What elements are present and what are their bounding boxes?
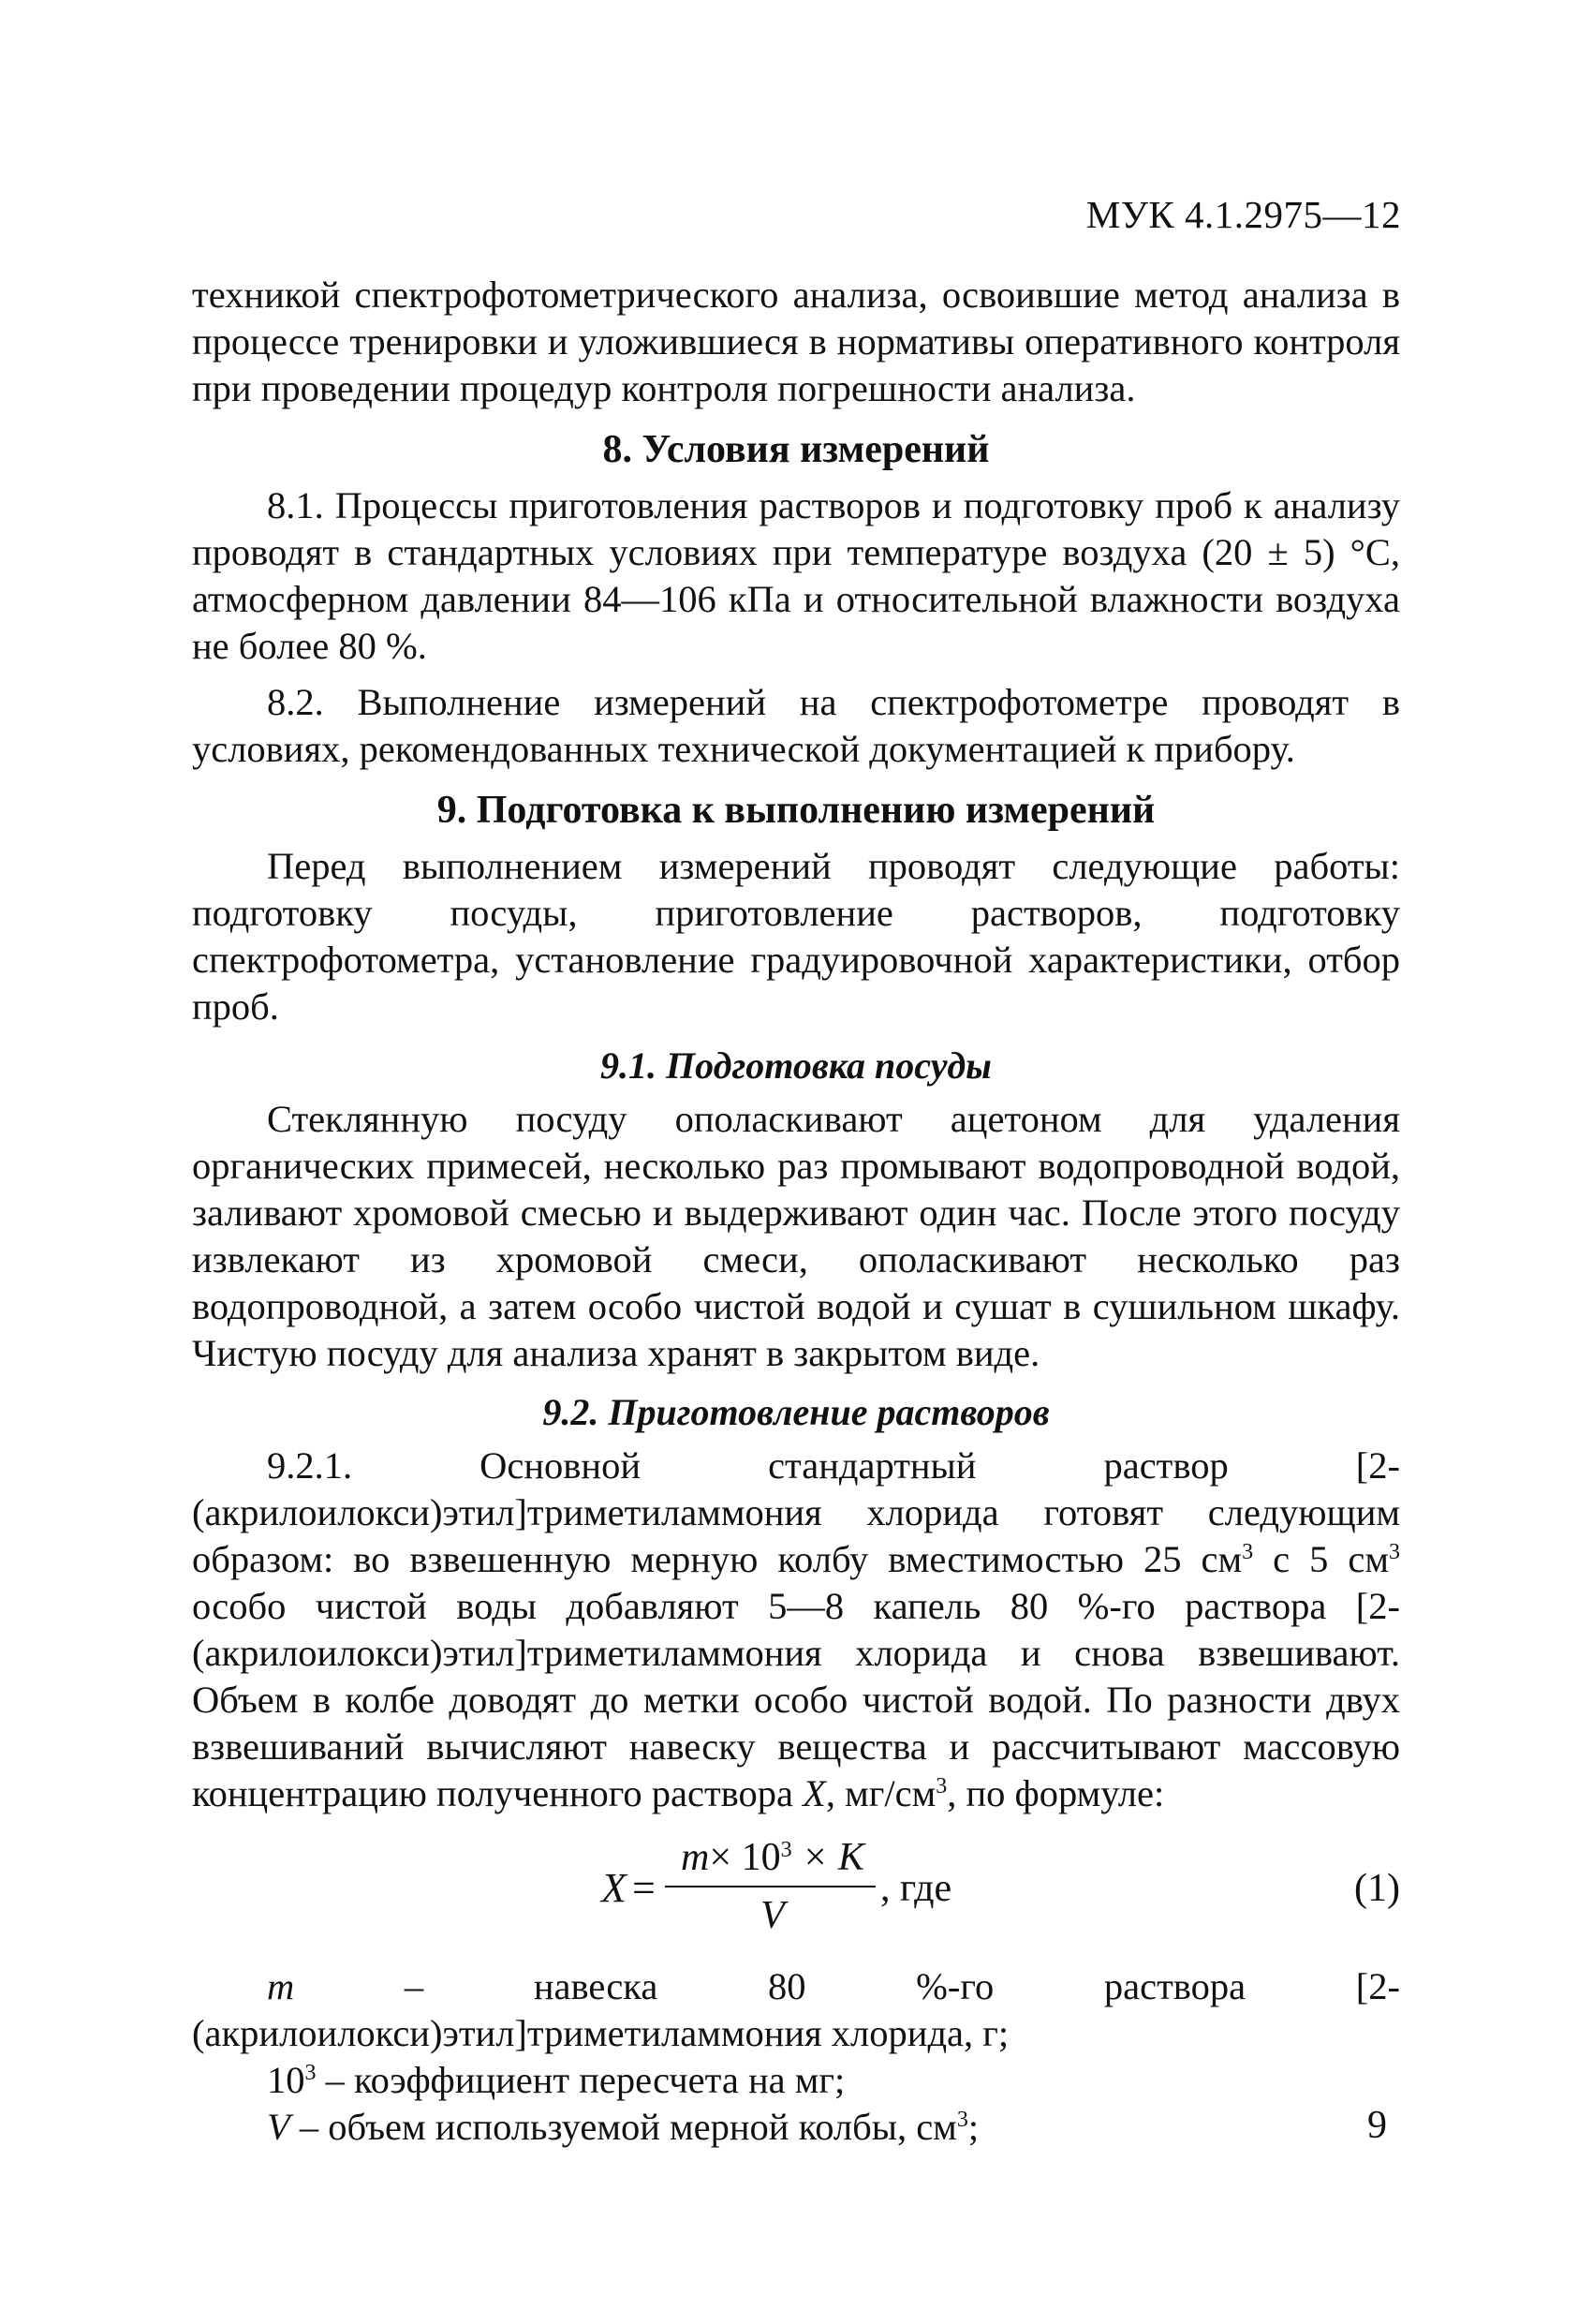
formula-numerator: $m\times 10^3 \times K$ [681, 1836, 864, 1879]
formula-1 [192, 1834, 1400, 1947]
definition-coefficient: $10^3$ – коэффициент пересчета на мг; [267, 2059, 846, 2101]
formula-equals: = [632, 1865, 656, 1911]
formula-denominator: V [760, 1894, 785, 1937]
formula-number: (1) [1354, 1867, 1400, 1910]
section-8-heading: 8. Условия измерений [602, 428, 990, 471]
definition-v: V – объем используемой мерной колбы, $см^3$; [267, 2106, 980, 2148]
paragraph-9-2-1: 9.2.1. Основной стандартный раствор [2-(акрилоилокси)этил]триметиламмония хлорида готовят следующим образом: во взвешенную мерную колбу вместимостью 25 $см^3$ с 5 $см^3$ особо чистой воды добавляют 5—8 капель 80 %-го раствора [2-(акрилоилокси)этил]триметиламмония хлорида и снова взвешивают. Объем в колбе доводят до метки особо чистой водой. По разности двух взвешиваний вычисляют навеску вещества и рассчитывают массовую концентрацию полученного раствора X, $мг/см^3$, по формуле: [192, 1444, 1400, 1814]
definition-m: m – навеска 80 %-го раствора [2-(акрилоилокси)этил]триметиламмония хлорида, г; [192, 1965, 1400, 2054]
page-content [192, 272, 1400, 2151]
subsection-9-1-heading: 9.1. Подготовка посуды [600, 1044, 992, 1087]
paragraph-8-1: 8.1. Процессы приготовления растворов и подготовку проб к анализу проводят в стандартных условиях при температуре воздуха (20 ± 5) °С, атмосферном давлении 84—106 кПа и относительной влажности воздуха не более 80 %. [192, 484, 1400, 667]
formula-where: , где [880, 1867, 952, 1910]
fraction-bar [665, 1886, 876, 1887]
formula-lhs: X [601, 1865, 627, 1911]
section-9-heading: 9. Подготовка к выполнению измерений [436, 789, 1156, 832]
paragraph-9-intro: Перед выполнением измерений проводят следующие работы: подготовку посуды, приготовление растворов, подготовку спектрофотометра, установление градуировочной характеристики, отбор проб. [192, 845, 1400, 1028]
paragraph-9-1: Стеклянную посуду ополаскивают ацетоном для удаления органических примесей, несколько раз промывают водопроводной водой, заливают хромовой смесью и выдерживают один час. После этого посуду извлекают из хромовой смеси, ополаскивают несколько раз водопроводной, а затем особо чистой водой и сушат в сушильном шкафу. Чистую посуду для анализа хранят в закрытом виде. [192, 1098, 1400, 1374]
document-code-header: МУК 4.1.2975—12 [1085, 193, 1401, 236]
paragraph-8-2: 8.2. Выполнение измерений на спектрофотометре проводят в условиях, рекомендованных технической документацией к прибору. [192, 681, 1400, 770]
intro-paragraph: техникой спектрофотометрического анализа, освоившие метод анализа в процессе тренировки и уложившиеся в нормативы оперативного контроля при проведении процедур контроля погрешности анализа. [192, 274, 1400, 409]
subsection-9-2-heading: 9.2. Приготовление растворов [542, 1391, 1050, 1433]
page-number: 9 [1367, 2104, 1387, 2147]
